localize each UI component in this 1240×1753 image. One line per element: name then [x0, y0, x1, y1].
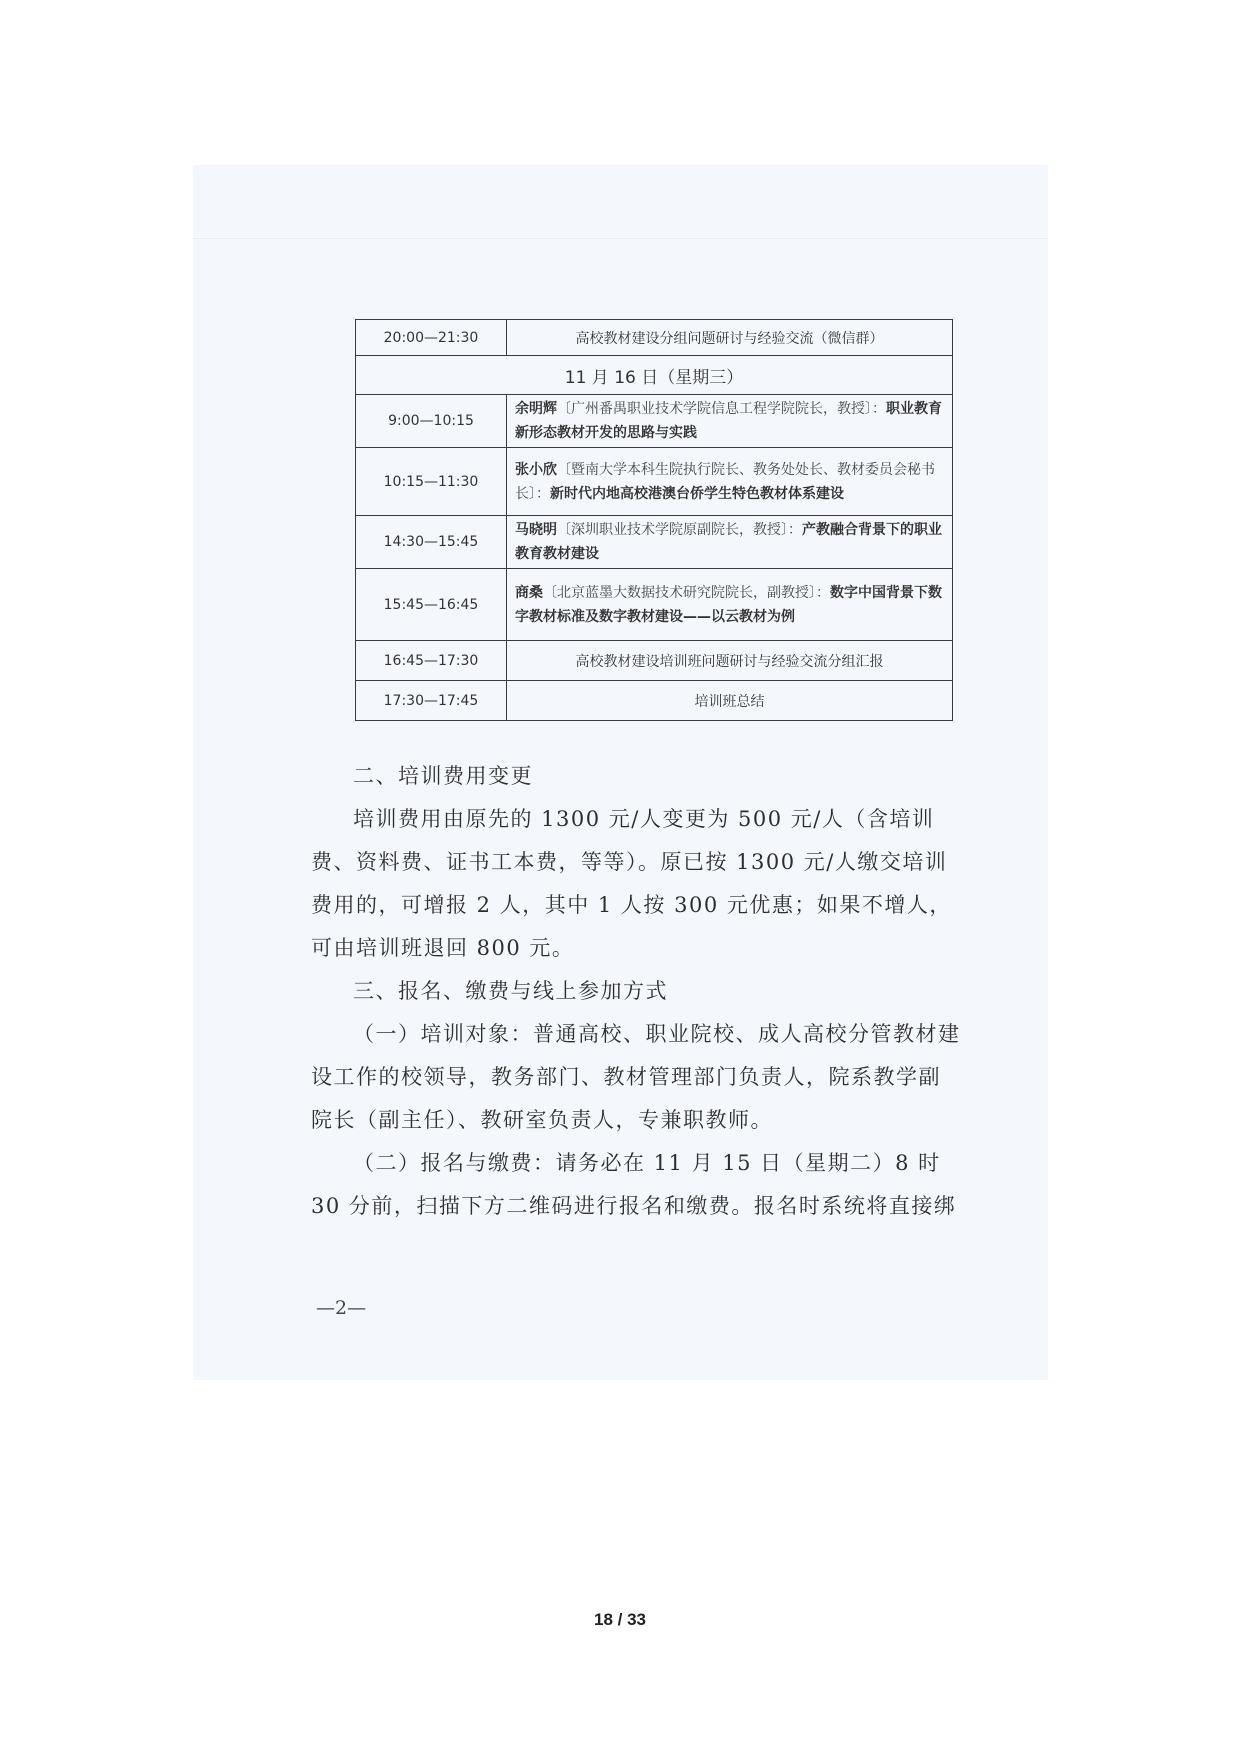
day-header: 11 月 16 日（星期三）: [356, 356, 953, 395]
time-cell: 15:45—16:45: [356, 569, 507, 641]
paragraph: （二）报名与缴费：请务必在 11 月 15 日（星期二）8 时 30 分前，扫描下方二维码进行报名和缴费。报名时系统将直接绑: [311, 1151, 957, 1218]
speaker-name: 商桑: [515, 584, 543, 601]
talk-topic: 产教融合背景下的职业教育教材建设: [515, 522, 942, 562]
speaker-name: 张小欣: [515, 461, 557, 478]
speaker-affiliation: 〔北京蓝墨大数据技术研究院院长，副教授〕：: [543, 584, 830, 601]
paragraph: （一）培训对象：普通高校、职业院校、成人高校分管教材建设工作的校领导，教务部门、教材管理部门负责人，院系教学副院长（副主任）、教研室负责人，专兼职教师。: [311, 1022, 961, 1132]
speaker-name: 余明辉: [515, 401, 557, 417]
talk-cell: [507, 569, 953, 641]
talk-cell: [507, 395, 953, 448]
speaker-affiliation: 〔深圳职业技术学院原副院长，教授〕：: [557, 522, 802, 538]
paragraph: 培训费用由原先的 1300 元/人变更为 500 元/人（含培训费、资料费、证书工本费，等等）。原已按 1300 元/人缴交培训费用的，可增报 2 人，其中 1 人按 300 元优惠；如果不增人，可由培训班退回 800 元。: [311, 807, 952, 960]
time-cell: 9:00—10:15: [356, 395, 507, 448]
section-heading: 三、报名、缴费与线上参加方式: [353, 979, 668, 1003]
activity-cell: 培训班总结: [507, 681, 953, 721]
table-row: [356, 356, 953, 395]
page-indicator: 18 / 33: [594, 1610, 646, 1629]
time-cell: 10:15—11:30: [356, 448, 507, 516]
table-row: [356, 448, 953, 516]
time-cell: 16:45—17:30: [356, 641, 507, 681]
speaker-affiliation: 〔暨南大学本科生院执行院长、教务处处长、教材委员会秘书长〕：: [515, 461, 935, 502]
schedule-table: [355, 319, 953, 721]
table-row: [356, 395, 953, 448]
talk-topic: 职业教育新形态教材开发的思路与实践: [515, 401, 942, 441]
time-cell: 17:30—17:45: [356, 681, 507, 721]
talk-cell: [507, 448, 953, 516]
activity-cell: 高校教材建设培训班问题研讨与经验交流分组汇报: [507, 641, 953, 681]
table-row: [356, 569, 953, 641]
body-section: [311, 755, 961, 1228]
time-cell: 20:00—21:30: [356, 320, 507, 356]
table-row: [356, 641, 953, 681]
table-row: [356, 320, 953, 356]
speaker-affiliation: 〔广州番禺职业技术学院信息工程学院院长，教授〕：: [557, 401, 886, 417]
section-heading: 二、培训费用变更: [353, 764, 533, 788]
speaker-name: 马晓明: [515, 522, 557, 538]
talk-cell: [507, 516, 953, 569]
activity-cell: 高校教材建设分组问题研讨与经验交流（微信群）: [507, 320, 953, 356]
table-row: [356, 516, 953, 569]
time-cell: 14:30—15:45: [356, 516, 507, 569]
talk-topic: 数字中国背景下数字教材标准及数字教材建设——以云教材为例: [515, 584, 942, 625]
table-row: [356, 681, 953, 721]
scan-fold-line: [193, 238, 1048, 239]
talk-topic: 新时代内地高校港澳台侨学生特色教材体系建设: [550, 485, 844, 502]
page-number: —2—: [316, 1297, 367, 1319]
